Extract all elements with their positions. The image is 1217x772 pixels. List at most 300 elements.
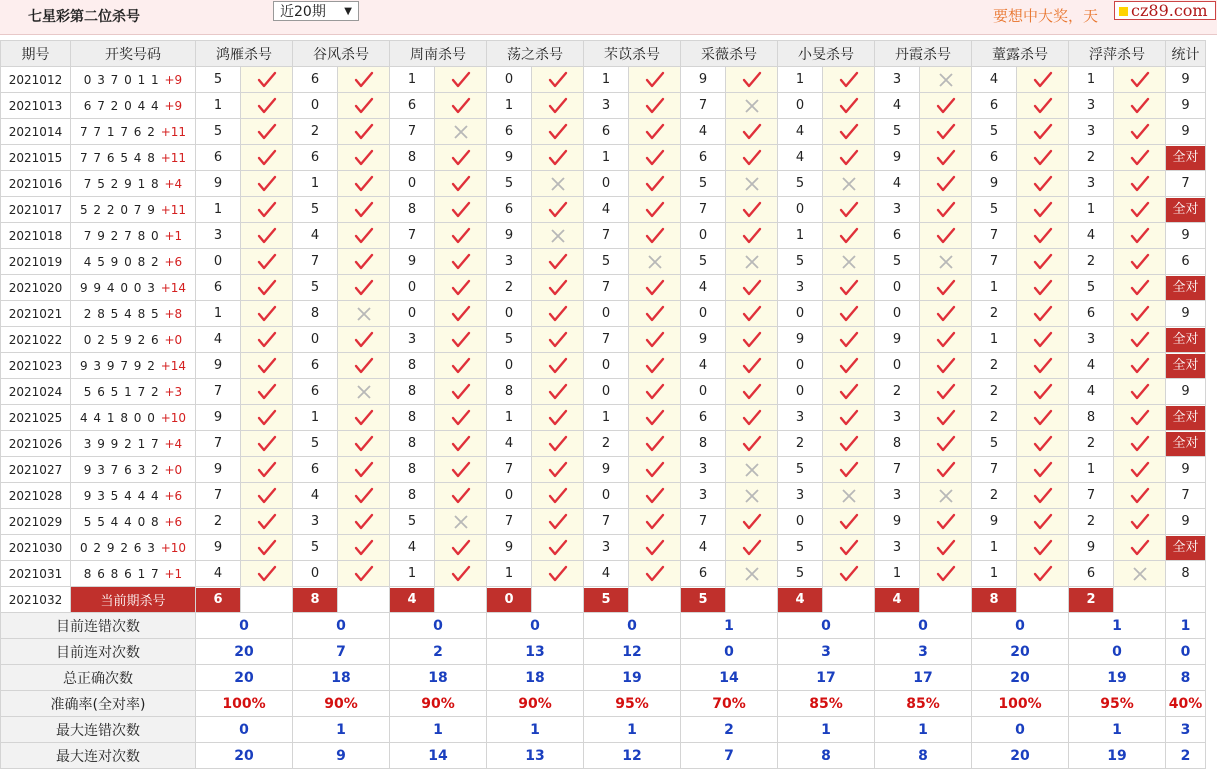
check-icon <box>1017 561 1069 587</box>
kill-number-cell: 5 <box>1069 275 1114 301</box>
current-kill-number <box>584 587 629 613</box>
empty-cell <box>532 587 584 613</box>
kill-number-cell: 1 <box>1069 197 1114 223</box>
kill-number-cell: 4 <box>681 119 726 145</box>
stat-value: 0 <box>196 613 293 639</box>
check-icon <box>1017 67 1069 93</box>
check-icon <box>435 405 487 431</box>
kill-number-cell: 9 <box>875 145 920 171</box>
kill-number-cell: 6 <box>196 275 241 301</box>
cross-icon <box>823 249 875 275</box>
draw-digits: 5 5 4 4 0 8 <box>83 514 160 529</box>
check-icon <box>629 223 681 249</box>
current-kill-number <box>293 587 338 613</box>
current-kill-badge: 6 <box>196 588 240 612</box>
kill-number-cell: 3 <box>487 249 532 275</box>
cross-icon <box>726 561 778 587</box>
issue-cell: 2021030 <box>1 535 71 561</box>
kill-number-cell: 5 <box>778 535 823 561</box>
current-kill-number <box>972 587 1017 613</box>
cross-icon <box>920 249 972 275</box>
stat-value: 2 <box>681 717 778 743</box>
kill-number-cell: 9 <box>778 327 823 353</box>
header-draw: 开奖号码 <box>71 41 196 67</box>
draw-cell <box>71 119 196 145</box>
check-icon <box>338 249 390 275</box>
draw-cell <box>71 431 196 457</box>
stat-value: 7 <box>681 743 778 769</box>
kill-number-cell: 1 <box>972 275 1017 301</box>
issue-cell: 2021022 <box>1 327 71 353</box>
kill-number-cell: 4 <box>778 119 823 145</box>
kill-number-cell: 7 <box>196 379 241 405</box>
kill-number-cell: 8 <box>293 301 338 327</box>
kill-number-cell: 2 <box>1069 431 1114 457</box>
kill-number-cell: 8 <box>390 197 435 223</box>
kill-number-cell: 5 <box>196 67 241 93</box>
stat-row <box>1 743 1206 769</box>
kill-number-cell: 6 <box>293 379 338 405</box>
check-icon <box>435 457 487 483</box>
check-icon <box>1114 67 1166 93</box>
check-icon <box>435 483 487 509</box>
check-icon <box>532 353 584 379</box>
kill-number-cell: 0 <box>778 301 823 327</box>
cross-icon <box>726 93 778 119</box>
stat-value: 17 <box>778 665 875 691</box>
cross-icon <box>338 301 390 327</box>
stat-value: 90% <box>293 691 390 717</box>
kill-number-cell: 2 <box>1069 249 1114 275</box>
table-row <box>1 561 1206 587</box>
draw-digits: 9 3 7 6 3 2 <box>83 462 160 477</box>
period-select-value: 近20期 <box>280 4 326 20</box>
check-icon <box>1017 171 1069 197</box>
stat-value: 85% <box>778 691 875 717</box>
kill-number-cell: 3 <box>681 483 726 509</box>
draw-sum: +6 <box>164 514 183 529</box>
empty-cell <box>823 587 875 613</box>
stat-value: 8 <box>875 743 972 769</box>
check-icon <box>1017 275 1069 301</box>
kill-number-cell: 0 <box>390 301 435 327</box>
check-icon <box>1017 327 1069 353</box>
check-icon <box>726 353 778 379</box>
check-icon <box>629 67 681 93</box>
logo-square-icon <box>1119 7 1128 16</box>
kill-number-cell: 2 <box>196 509 241 535</box>
stat-value: 20 <box>972 639 1069 665</box>
stat-value: 1 <box>293 717 390 743</box>
check-icon <box>823 93 875 119</box>
kill-number-cell: 3 <box>293 509 338 535</box>
kill-number-cell: 0 <box>681 379 726 405</box>
check-icon <box>823 561 875 587</box>
check-icon <box>823 197 875 223</box>
check-icon <box>726 119 778 145</box>
draw-sum: +10 <box>160 540 187 555</box>
kill-number-cell: 5 <box>681 171 726 197</box>
cross-icon <box>823 171 875 197</box>
check-icon <box>1017 509 1069 535</box>
table-row <box>1 483 1206 509</box>
stat-value: 1 <box>1166 613 1206 639</box>
stat-value: 18 <box>390 665 487 691</box>
cross-icon <box>1114 561 1166 587</box>
current-kill-badge: 5 <box>681 588 725 612</box>
draw-digits: 8 6 8 6 1 7 <box>83 566 160 581</box>
draw-sum: +1 <box>164 228 183 243</box>
kill-number-cell: 1 <box>972 561 1017 587</box>
stat-label: 最大连对次数 <box>1 743 196 769</box>
check-icon <box>629 353 681 379</box>
kill-number-cell: 3 <box>584 93 629 119</box>
current-issue-row <box>1 587 1206 613</box>
kill-number-cell: 3 <box>584 535 629 561</box>
check-icon <box>241 431 293 457</box>
check-icon <box>532 431 584 457</box>
cross-icon <box>532 171 584 197</box>
check-icon <box>435 93 487 119</box>
current-kill-number <box>681 587 726 613</box>
kill-number-cell: 5 <box>875 249 920 275</box>
check-icon <box>532 67 584 93</box>
count-cell <box>1166 197 1206 223</box>
check-icon <box>532 561 584 587</box>
kill-number-cell: 5 <box>972 431 1017 457</box>
kill-number-cell: 6 <box>293 145 338 171</box>
issue-cell: 2021017 <box>1 197 71 223</box>
check-icon <box>1114 93 1166 119</box>
check-icon <box>241 561 293 587</box>
check-icon <box>241 483 293 509</box>
empty-cell <box>338 587 390 613</box>
check-icon <box>435 171 487 197</box>
kill-number-cell: 2 <box>972 353 1017 379</box>
stat-value: 0 <box>778 613 875 639</box>
kill-number-cell: 4 <box>875 171 920 197</box>
stat-row <box>1 665 1206 691</box>
header-expert-8: 丹霞杀号 <box>875 41 972 67</box>
kill-number-cell: 0 <box>584 353 629 379</box>
kill-number-cell: 0 <box>293 561 338 587</box>
kill-number-cell: 5 <box>681 249 726 275</box>
cross-icon <box>726 171 778 197</box>
check-icon <box>435 561 487 587</box>
stat-value: 0 <box>1166 639 1206 665</box>
draw-sum: +6 <box>164 254 183 269</box>
table-row <box>1 223 1206 249</box>
kill-number-cell: 6 <box>487 197 532 223</box>
cross-icon <box>629 249 681 275</box>
kill-number-cell: 7 <box>584 223 629 249</box>
stat-value: 0 <box>681 639 778 665</box>
kill-number-cell: 9 <box>196 405 241 431</box>
draw-cell <box>71 353 196 379</box>
stat-value: 0 <box>1069 639 1166 665</box>
kill-number-cell: 9 <box>1069 535 1114 561</box>
current-kill-badge: 8 <box>972 588 1016 612</box>
stat-value: 1 <box>1069 613 1166 639</box>
kill-number-cell: 0 <box>778 353 823 379</box>
kill-number-cell: 5 <box>196 119 241 145</box>
check-icon <box>532 197 584 223</box>
kill-number-cell: 2 <box>487 275 532 301</box>
kill-number-cell: 5 <box>293 535 338 561</box>
stat-value: 90% <box>487 691 584 717</box>
draw-digits: 7 7 1 7 6 2 <box>79 124 156 139</box>
draw-cell <box>71 223 196 249</box>
kill-number-cell: 0 <box>293 327 338 353</box>
empty-cell <box>920 587 972 613</box>
draw-sum: +4 <box>164 436 183 451</box>
kill-number-cell: 1 <box>875 561 920 587</box>
current-issue-cell: 2021032 <box>1 587 71 613</box>
stat-value: 20 <box>972 743 1069 769</box>
check-icon <box>920 535 972 561</box>
check-icon <box>435 301 487 327</box>
stat-value: 3 <box>1166 717 1206 743</box>
page-title: 七星彩第二位杀号 <box>28 9 140 25</box>
current-kill-badge: 5 <box>584 588 628 612</box>
kill-number-cell: 0 <box>487 483 532 509</box>
stat-value: 1 <box>778 717 875 743</box>
issue-cell: 2021021 <box>1 301 71 327</box>
kill-number-cell: 9 <box>972 171 1017 197</box>
stat-value: 14 <box>681 665 778 691</box>
empty-cell <box>241 587 293 613</box>
draw-digits: 9 9 4 0 0 3 <box>79 280 156 295</box>
all-correct-badge: 全对 <box>1166 146 1205 170</box>
check-icon <box>338 119 390 145</box>
kill-number-cell: 6 <box>196 145 241 171</box>
draw-digits: 4 5 9 0 8 2 <box>83 254 160 269</box>
header-expert-9: 蕫露杀号 <box>972 41 1069 67</box>
kill-number-cell: 1 <box>196 197 241 223</box>
check-icon <box>338 353 390 379</box>
stat-value: 100% <box>196 691 293 717</box>
kill-number-cell: 1 <box>1069 67 1114 93</box>
cross-icon <box>532 223 584 249</box>
stat-row <box>1 691 1206 717</box>
cross-icon <box>338 379 390 405</box>
stat-row <box>1 639 1206 665</box>
check-icon <box>823 223 875 249</box>
check-icon <box>629 171 681 197</box>
draw-digits: 0 3 7 0 1 1 <box>83 72 160 87</box>
check-icon <box>435 353 487 379</box>
all-correct-badge: 全对 <box>1166 198 1205 222</box>
check-icon <box>1017 197 1069 223</box>
check-icon <box>241 249 293 275</box>
kill-number-cell: 5 <box>972 119 1017 145</box>
header-expert-10: 浮萍杀号 <box>1069 41 1166 67</box>
check-icon <box>435 535 487 561</box>
stat-value: 14 <box>390 743 487 769</box>
draw-cell <box>71 327 196 353</box>
check-icon <box>1017 249 1069 275</box>
kill-number-cell: 0 <box>875 275 920 301</box>
stat-value: 18 <box>487 665 584 691</box>
current-kill-badge: 4 <box>390 588 434 612</box>
kill-number-cell: 3 <box>390 327 435 353</box>
check-icon <box>241 405 293 431</box>
kill-number-cell: 0 <box>778 379 823 405</box>
kill-number-cell: 0 <box>875 301 920 327</box>
kill-number-cell: 5 <box>972 197 1017 223</box>
period-select[interactable] <box>273 1 359 21</box>
kill-number-cell: 6 <box>293 353 338 379</box>
kill-number-cell: 3 <box>875 197 920 223</box>
table-row <box>1 145 1206 171</box>
all-correct-badge: 全对 <box>1166 432 1205 456</box>
kill-number-cell: 0 <box>196 249 241 275</box>
check-icon <box>920 93 972 119</box>
kill-number-cell: 4 <box>1069 379 1114 405</box>
stat-value: 95% <box>584 691 681 717</box>
check-icon <box>532 457 584 483</box>
kill-number-cell: 0 <box>778 509 823 535</box>
table-row <box>1 405 1206 431</box>
header-issue: 期号 <box>1 41 71 67</box>
kill-number-cell: 7 <box>390 223 435 249</box>
header-count: 统计 <box>1166 41 1206 67</box>
kill-number-cell: 9 <box>487 535 532 561</box>
kill-number-cell: 8 <box>390 457 435 483</box>
check-icon <box>241 145 293 171</box>
check-icon <box>823 353 875 379</box>
check-icon <box>726 275 778 301</box>
marquee-text: 要想中大奖，天 <box>993 7 1099 25</box>
all-correct-badge: 全对 <box>1166 328 1205 352</box>
draw-digits: 0 2 9 2 6 3 <box>79 540 156 555</box>
check-icon <box>823 509 875 535</box>
check-icon <box>1114 171 1166 197</box>
table-row <box>1 249 1206 275</box>
kill-number-cell: 6 <box>1069 301 1114 327</box>
stat-value: 1 <box>681 613 778 639</box>
stat-value: 19 <box>1069 743 1166 769</box>
count-cell <box>1166 535 1206 561</box>
kill-number-cell: 0 <box>390 275 435 301</box>
cross-icon <box>726 483 778 509</box>
stat-value: 19 <box>584 665 681 691</box>
kill-number-cell: 2 <box>972 301 1017 327</box>
draw-sum: +11 <box>160 202 187 217</box>
kill-number-cell: 6 <box>293 457 338 483</box>
check-icon <box>1017 379 1069 405</box>
kill-number-cell: 2 <box>293 119 338 145</box>
kill-number-cell: 1 <box>584 145 629 171</box>
check-icon <box>726 197 778 223</box>
kill-number-cell: 4 <box>972 67 1017 93</box>
check-icon <box>338 145 390 171</box>
site-logo[interactable] <box>1114 1 1216 20</box>
issue-cell: 2021023 <box>1 353 71 379</box>
kill-number-cell: 6 <box>972 145 1017 171</box>
draw-digits: 7 5 2 9 1 8 <box>83 176 160 191</box>
check-icon <box>629 561 681 587</box>
kill-number-cell: 9 <box>196 171 241 197</box>
kill-number-cell: 8 <box>390 353 435 379</box>
check-icon <box>823 67 875 93</box>
kill-number-cell: 5 <box>875 119 920 145</box>
check-icon <box>920 301 972 327</box>
draw-cell <box>71 301 196 327</box>
kill-number-cell: 1 <box>293 171 338 197</box>
current-kill-badge: 4 <box>778 588 822 612</box>
draw-sum: +1 <box>164 566 183 581</box>
check-icon <box>629 93 681 119</box>
stat-value: 13 <box>487 639 584 665</box>
stat-value: 0 <box>584 613 681 639</box>
stat-value: 0 <box>972 717 1069 743</box>
kill-number-cell: 4 <box>681 535 726 561</box>
kill-number-cell: 9 <box>487 223 532 249</box>
check-icon <box>726 535 778 561</box>
stat-value: 19 <box>1069 665 1166 691</box>
draw-digits: 4 4 1 8 0 0 <box>79 410 156 425</box>
stat-value: 1 <box>1069 717 1166 743</box>
kill-number-cell: 5 <box>293 275 338 301</box>
top-bar <box>0 0 1217 35</box>
kill-number-cell: 0 <box>681 223 726 249</box>
issue-cell: 2021018 <box>1 223 71 249</box>
check-icon <box>435 197 487 223</box>
kill-number-cell: 7 <box>972 457 1017 483</box>
draw-cell <box>71 145 196 171</box>
kill-number-cell: 4 <box>875 93 920 119</box>
cross-icon <box>920 483 972 509</box>
draw-cell <box>71 405 196 431</box>
kill-number-cell: 0 <box>487 301 532 327</box>
check-icon <box>1114 457 1166 483</box>
stat-value: 2 <box>1166 743 1206 769</box>
draw-cell <box>71 457 196 483</box>
draw-cell <box>71 171 196 197</box>
check-icon <box>435 223 487 249</box>
table-row <box>1 535 1206 561</box>
kill-number-cell: 7 <box>487 457 532 483</box>
kill-number-cell: 6 <box>390 93 435 119</box>
check-icon <box>920 275 972 301</box>
check-icon <box>920 353 972 379</box>
check-icon <box>532 145 584 171</box>
issue-cell: 2021019 <box>1 249 71 275</box>
kill-number-cell: 5 <box>390 509 435 535</box>
header-expert-1: 鸿雁杀号 <box>196 41 293 67</box>
kill-number-cell: 5 <box>293 431 338 457</box>
stat-row <box>1 613 1206 639</box>
kill-number-cell: 3 <box>681 457 726 483</box>
check-icon <box>629 197 681 223</box>
kill-number-cell: 1 <box>196 93 241 119</box>
draw-digits: 5 6 5 1 7 2 <box>83 384 160 399</box>
draw-digits: 7 9 2 7 8 0 <box>83 228 160 243</box>
draw-cell <box>71 379 196 405</box>
current-kill-number <box>875 587 920 613</box>
kill-number-cell: 1 <box>778 67 823 93</box>
stat-value: 90% <box>390 691 487 717</box>
check-icon <box>532 483 584 509</box>
check-icon <box>1017 353 1069 379</box>
kill-number-cell: 9 <box>584 457 629 483</box>
kill-number-cell: 0 <box>778 197 823 223</box>
table-row <box>1 509 1206 535</box>
kill-number-cell: 6 <box>681 561 726 587</box>
stat-value: 0 <box>293 613 390 639</box>
stat-value: 0 <box>875 613 972 639</box>
